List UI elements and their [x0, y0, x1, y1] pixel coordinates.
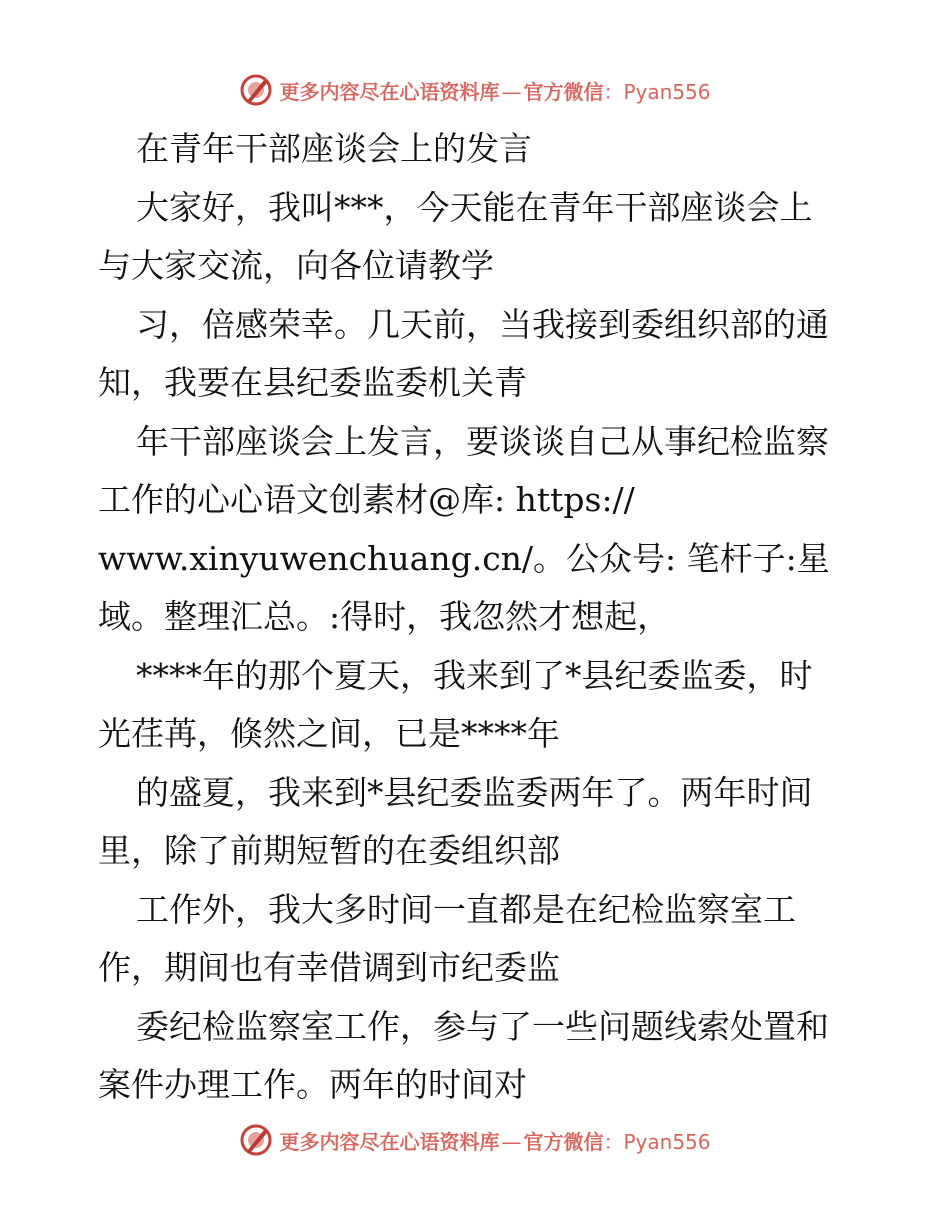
- doc-line: 年干部座谈会上发言，要谈谈自己从事纪检监察: [136, 421, 829, 461]
- watermark-account: Pyan556: [623, 1129, 711, 1154]
- doc-line: www.xinyuwenchuang.cn/。公众号: 笔杆子:星: [98, 538, 830, 578]
- pen-logo-icon: [239, 73, 273, 107]
- doc-line: 工作外，我大多时间一直都是在纪检监察室工: [136, 889, 796, 929]
- doc-line: 委纪检监察室工作，参与了一些问题线索处置和: [136, 1006, 829, 1046]
- doc-line: 知，我要在县纪委监委机关青: [98, 363, 527, 402]
- watermark-official-label: 官方微信: [523, 1129, 604, 1154]
- watermark-main-text: 更多内容尽在心语资料库: [279, 79, 500, 104]
- watermark-main-text: 更多内容尽在心语资料库: [279, 1129, 500, 1154]
- doc-line: 作，期间也有幸借调到市纪委监: [98, 948, 560, 987]
- header-watermark: [0, 70, 950, 110]
- watermark-dash: —: [501, 1129, 522, 1154]
- doc-line: 光荏苒，倏然之间，已是****年: [98, 714, 560, 753]
- pen-logo-icon: [239, 1123, 273, 1157]
- doc-line: 习，倍感荣幸。几天前，当我接到委组织部的通: [136, 304, 829, 344]
- doc-line: 域。整理汇总。:得时，我忽然才想起，: [98, 597, 671, 636]
- footer-watermark: [0, 1120, 950, 1160]
- document-body: [98, 120, 858, 1115]
- watermark-colon: ：: [603, 79, 624, 104]
- watermark-dash: —: [501, 79, 522, 104]
- doc-line: 工作的心心语文创素材@库: https://: [98, 480, 635, 519]
- doc-line: 里，除了前期短暂的在委组织部: [98, 831, 560, 870]
- doc-line: 案件办理工作。两年的时间对: [98, 1065, 527, 1104]
- doc-title: 在青年干部座谈会上的发言: [136, 129, 532, 168]
- doc-line: ****年的那个夏天，我来到了*县纪委监委，时: [136, 655, 813, 695]
- doc-line: 大家好，我叫***，今天能在青年干部座谈会上: [136, 187, 813, 227]
- watermark-account: Pyan556: [623, 79, 711, 104]
- doc-line: 与大家交流，向各位请教学: [98, 246, 494, 285]
- doc-line: 的盛夏，我来到*县纪委监委两年了。两年时间: [136, 772, 813, 812]
- watermark-official-label: 官方微信: [523, 79, 604, 104]
- watermark-colon: ：: [603, 1129, 624, 1154]
